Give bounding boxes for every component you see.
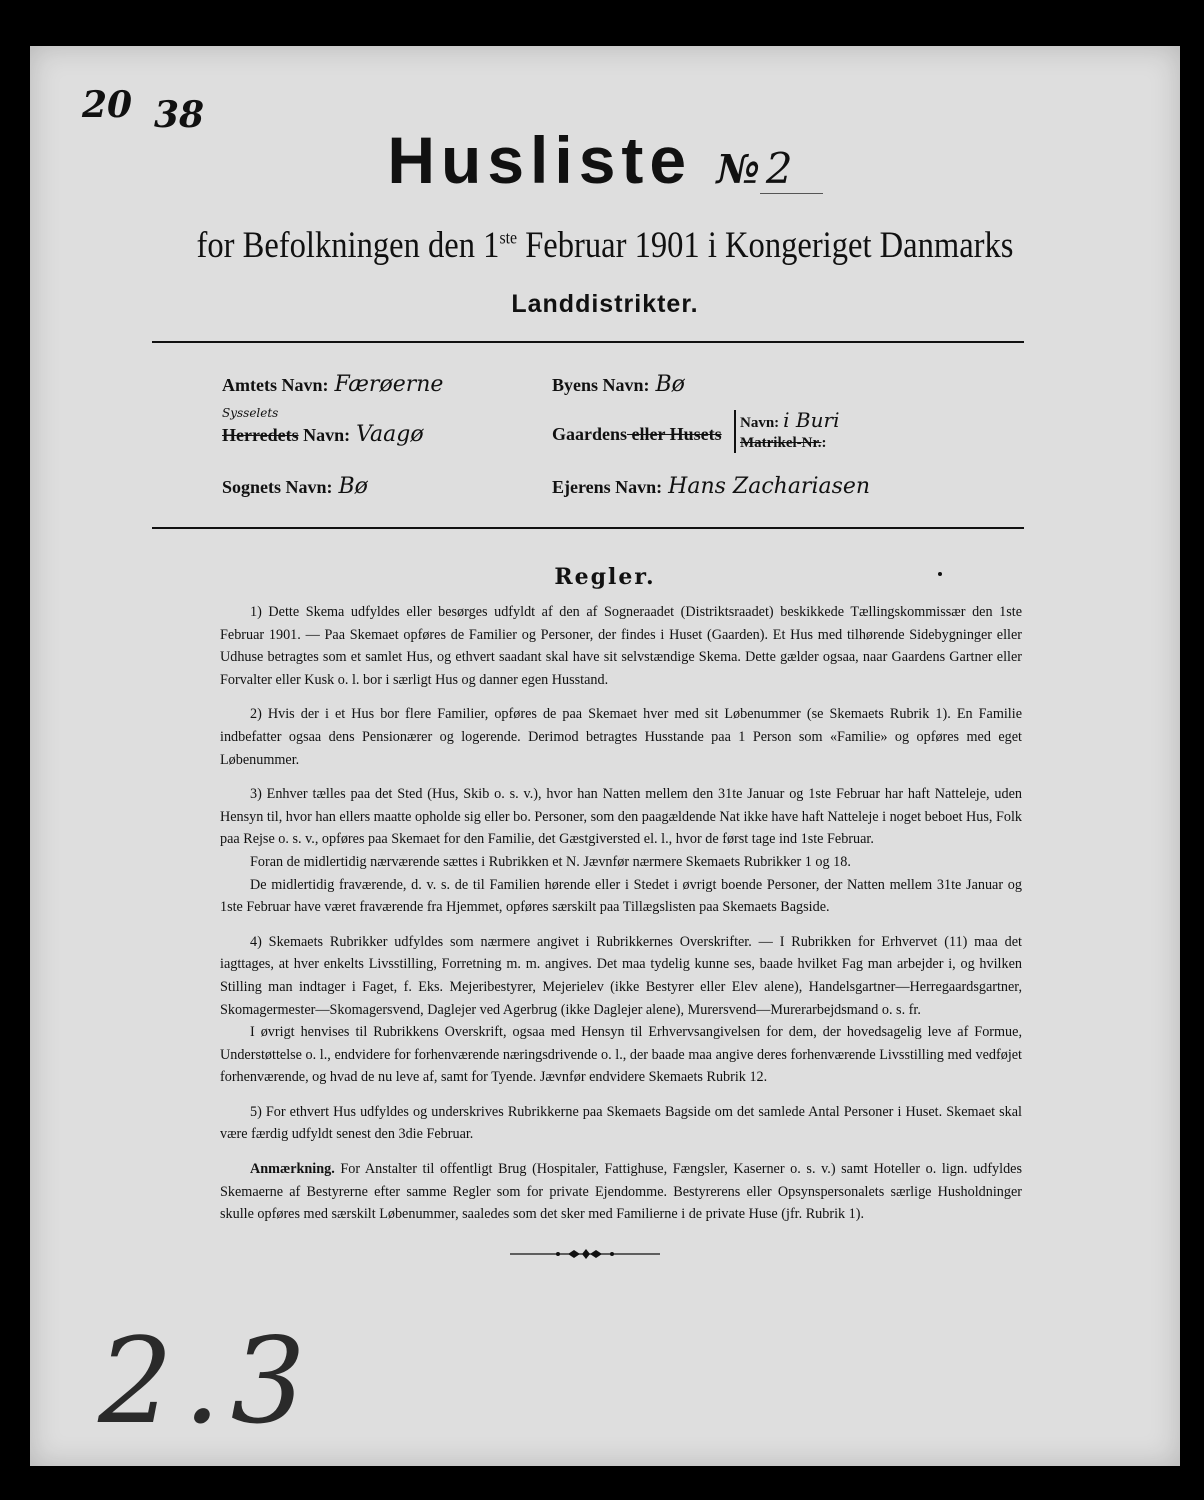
rule-2: 2) Hvis der i et Hus bor flere Familier, opføres de paa Skemaet hver med sit Løbenummer (se Skemaets Rubrik 1). En Familie indbefatter ogsaa dens Pensionærer og logerende. Derimod betragtes Husstande paa 1 Person som «Familie» og opføres med eget Løbenummer. (220, 706, 1022, 768)
annotation-label: Anmærkning. (250, 1161, 335, 1178)
annotation-text: For Anstalter til offentligt Brug (Hospitaler, Fattighuse, Fængsler, Kaserner o. s. v.) samt Hoteller o. lign. udfyldes Skemaerne af Bestyrerne efter samme Regler som for private Ejendomme. Bestyrerens eller Opsynspersonalets særlige Husholdninger skulle opføres med særskilt Løbenummer, saaledes som det sker med Familierne i de private Huse (jfr. Rubrik 1). (220, 1161, 1022, 1223)
divider-bottom (152, 527, 1024, 529)
field-gaard (552, 424, 722, 445)
rules-body (220, 601, 1022, 1238)
form-title (30, 122, 1180, 198)
divider-top (152, 341, 1024, 343)
list-number-handwritten: 2 (760, 144, 823, 194)
gaard-navn-label: Navn: (740, 415, 780, 431)
herred-value: Vaagø (356, 422, 424, 447)
rule-5: 5) For ethvert Hus udfyldes og underskrives Rubrikkerne paa Skemaets Bagside om det samlede Antal Personer i Huset. Skemaet skal være færdig udfyldt senest den 3die Februar. (220, 1103, 1022, 1143)
rule-3a: 3) Enhver tælles paa det Sted (Hus, Skib o. s. v.), hvor han Natten mellem den 31te Januar og 1ste Februar har haft Natteleje, uden Hensyn til, hvor han ellers maatte opholde sig eller bo. Personer, som den paagældende Nat ikke have haft Natteleje i noget beboet Hus, Folk paa Rejse o. s. v., opføres paa Skemaet for den Familie, det Gæstgiversted el. l., hvor de først tage ind 1ste Februar. (220, 786, 1022, 848)
amt-value: Færøerne (334, 372, 444, 397)
form-subtitle-district: Landdistrikter. (511, 290, 699, 318)
ejer-label: Ejerens Navn: (552, 477, 663, 497)
field-herred (222, 422, 424, 447)
subtitle-superscript: ste (499, 227, 518, 248)
herred-label-struck: Herredets (222, 425, 299, 445)
rules-heading: Regler. (554, 564, 656, 590)
gaard-navn-value: i Buri (783, 408, 840, 432)
field-amt (222, 372, 443, 397)
rule-4b: I øvrigt henvises til Rubrikkens Overskrift, ogsaa med Hensyn til Erhvervsangivelsen for dem, der hovedsagelig leve af Formue, Understøttelse o. l., endvidere for forhenværende næringsdrivende o. l., der baade maa angive deres forhenværende Livsstilling med vedføjet forhenværende, og hvad de nu leve af, samt for Tyende. Jævnfør endvidere Skemaets Rubrik 12. (220, 1024, 1022, 1086)
herred-label: Navn: (298, 425, 351, 445)
rule-3c: De midlertidig fraværende, d. v. s. de til Familien hørende eller i Stedet i øvrigt boende Personer, der Natten mellem 31te Januar og 1ste Februar have været fraværende fra Hjemmet, opføres særskilt paa Tillægslisten paa Skemaets Bagside. (220, 876, 1022, 916)
census-form-page (30, 46, 1180, 1466)
gaard-name-matrikel (734, 410, 839, 453)
number-sign: № (716, 146, 760, 193)
page-number-right: 38 (154, 94, 205, 136)
gaard-navn-row (740, 410, 839, 433)
field-ejer (552, 474, 870, 499)
ejer-value: Hans Zachariasen (668, 474, 871, 499)
field-sogn (222, 474, 368, 499)
page-number-left: 20 (82, 84, 133, 126)
gaard-label: Gaardens (552, 424, 628, 444)
sogn-value: Bø (338, 474, 368, 499)
handwritten-number-bottom: 2.3 (98, 1312, 316, 1450)
subtitle-prefix: for Befolkningen den 1 (196, 225, 500, 266)
rule-3b: Foran de midlertidig nærværende sættes i Rubrikken et N. Jævnfør nærmere Skemaets Rubrikker 1 og 18. (250, 853, 851, 870)
sogn-label: Sognets Navn: (222, 477, 333, 497)
by-value: Bø (655, 372, 685, 397)
herred-annotation: Sysselets (222, 406, 279, 420)
rule-1: 1) Dette Skema udfyldes eller besørges udfyldt af den af Sogneraadet (Distriktsraadet) beskikkede Tællingskommissær den 1ste Februar 1901. — Paa Skemaet opføres de Familier og Personer, der findes i Huset (Gaarden). Et Hus med tilhørende Sidebygninger eller Udhuse betragtes som et samlet Hus, og ethvert saadant skal have sit selvstændige Skema. Dette gælder ogsaa, naar Gaardens Gartner eller Forvalter eller Kusk o. l. bor i særligt Hus og danner egen Husstand. (220, 604, 1022, 688)
matrikel-row (740, 433, 839, 453)
title-text: Husliste (387, 123, 693, 197)
amt-label: Amtets Navn: (222, 375, 329, 395)
ink-dot (938, 572, 942, 576)
subtitle-suffix: Februar 1901 i Kongeriget Danmarks (517, 225, 1014, 266)
form-subtitle (99, 224, 1111, 267)
matrikel-label-struck: Matrikel-Nr. (740, 435, 822, 451)
ornament-divider (510, 1244, 660, 1264)
field-by (552, 372, 685, 397)
rule-4a: 4) Skemaets Rubrikker udfyldes som nærmere angivet i Rubrikkernes Overskrifter. — I Rubrikken for Erhvervet (11) maa det iagttages, at hver enkelts Livsstilling, Forretning m. m. angives. Det maa tydelig kunne ses, baade hvilket Fag man arbejder i, og hvilken Stilling man indtager i Faget, f. Eks. Mejeribestyrer, Mejerielev (ikke Bestyrer eller Elev alene), Handelsgartner—Herregaardsgartner, Skomagermester—Skomagersvend, Daglejer ved Agerbrug (ikke Daglejer alene), Murersvend—Murerarbejdsmand o. s. fr. (220, 933, 1022, 1018)
matrikel-colon: : (821, 435, 827, 451)
by-label: Byens Navn: (552, 375, 650, 395)
annotation-note (220, 1158, 1022, 1226)
gaard-label-struck: eller Husets (627, 424, 722, 444)
